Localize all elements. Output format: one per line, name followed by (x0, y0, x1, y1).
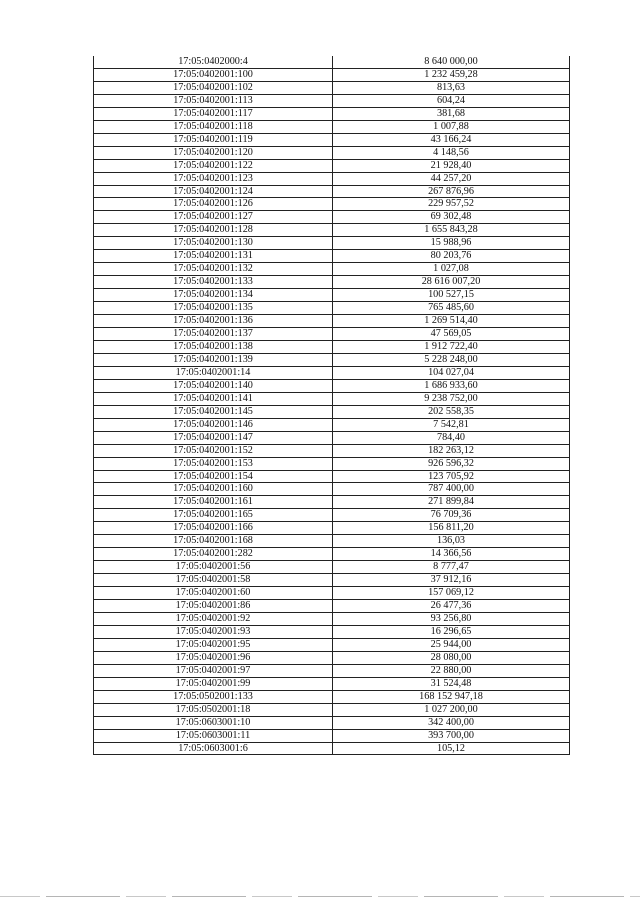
cadastral-number-cell: 17:05:0402001:137 (94, 328, 333, 341)
cadastral-value-cell: 784,40 (333, 431, 570, 444)
cadastral-value-cell: 604,24 (333, 94, 570, 107)
cadastral-number-cell: 17:05:0402001:152 (94, 444, 333, 457)
cadastral-value-cell: 8 777,47 (333, 561, 570, 574)
cadastral-number-cell: 17:05:0402001:160 (94, 483, 333, 496)
cadastral-number-cell: 17:05:0402001:119 (94, 133, 333, 146)
table-row (94, 638, 570, 651)
scan-edge-line (0, 896, 640, 897)
cadastral-value-cell: 926 596,32 (333, 457, 570, 470)
table-row (94, 651, 570, 664)
table-row (94, 237, 570, 250)
table-row (94, 535, 570, 548)
cadastral-value-cell: 26 477,36 (333, 600, 570, 613)
cadastral-number-cell: 17:05:0402001:127 (94, 211, 333, 224)
cadastral-number-cell: 17:05:0402001:147 (94, 431, 333, 444)
cadastral-number-cell: 17:05:0402001:145 (94, 405, 333, 418)
cadastral-value-cell: 93 256,80 (333, 612, 570, 625)
table-row (94, 340, 570, 353)
table-row (94, 250, 570, 263)
cadastral-number-cell: 17:05:0402001:86 (94, 600, 333, 613)
cadastral-value-cell: 1 269 514,40 (333, 315, 570, 328)
cadastral-number-cell: 17:05:0402001:168 (94, 535, 333, 548)
cadastral-value-cell: 342 400,00 (333, 716, 570, 729)
cadastral-number-cell: 17:05:0402001:161 (94, 496, 333, 509)
table-row (94, 677, 570, 690)
cadastral-value-cell: 202 558,35 (333, 405, 570, 418)
cadastral-value-cell: 28 616 007,20 (333, 276, 570, 289)
cadastral-number-cell: 17:05:0402001:100 (94, 68, 333, 81)
cadastral-number-cell: 17:05:0402001:60 (94, 587, 333, 600)
cadastral-value-cell: 381,68 (333, 107, 570, 120)
table-row (94, 146, 570, 159)
cadastral-value-cell: 1 027 200,00 (333, 703, 570, 716)
cadastral-number-cell: 17:05:0402001:154 (94, 470, 333, 483)
table-row (94, 211, 570, 224)
cadastral-value-cell: 69 302,48 (333, 211, 570, 224)
table-row (94, 353, 570, 366)
cadastral-number-cell: 17:05:0402001:99 (94, 677, 333, 690)
cadastral-number-cell: 17:05:0402001:92 (94, 612, 333, 625)
cadastral-number-cell: 17:05:0502001:133 (94, 690, 333, 703)
cadastral-value-cell: 28 080,00 (333, 651, 570, 664)
cadastral-number-cell: 17:05:0603001:10 (94, 716, 333, 729)
cadastral-number-cell: 17:05:0502001:18 (94, 703, 333, 716)
table-row (94, 729, 570, 742)
table-body (94, 56, 570, 755)
cadastral-number-cell: 17:05:0402001:136 (94, 315, 333, 328)
cadastral-number-cell: 17:05:0402001:132 (94, 263, 333, 276)
cadastral-number-cell: 17:05:0402000:4 (94, 56, 333, 68)
table-row (94, 625, 570, 638)
table-row (94, 68, 570, 81)
cadastral-number-cell: 17:05:0402001:165 (94, 509, 333, 522)
cadastral-number-cell: 17:05:0402001:139 (94, 353, 333, 366)
cadastral-number-cell: 17:05:0402001:146 (94, 418, 333, 431)
cadastral-number-cell: 17:05:0603001:11 (94, 729, 333, 742)
table-row (94, 587, 570, 600)
cadastral-value-cell: 25 944,00 (333, 638, 570, 651)
table-row (94, 302, 570, 315)
table-row (94, 716, 570, 729)
cadastral-value-cell: 1 027,08 (333, 263, 570, 276)
table-row (94, 289, 570, 302)
cadastral-number-cell: 17:05:0402001:118 (94, 120, 333, 133)
cadastral-value-cell: 1 232 459,28 (333, 68, 570, 81)
table-row (94, 198, 570, 211)
cadastral-number-cell: 17:05:0402001:102 (94, 81, 333, 94)
cadastral-value-cell: 43 166,24 (333, 133, 570, 146)
cadastral-value-cell: 5 228 248,00 (333, 353, 570, 366)
cadastral-number-cell: 17:05:0402001:128 (94, 224, 333, 237)
cadastral-value-cell: 76 709,36 (333, 509, 570, 522)
cadastral-value-cell: 31 524,48 (333, 677, 570, 690)
table-row (94, 418, 570, 431)
cadastral-value-cell: 37 912,16 (333, 574, 570, 587)
table-row (94, 224, 570, 237)
cadastral-value-cell: 47 569,05 (333, 328, 570, 341)
table-row (94, 315, 570, 328)
cadastral-value-cell: 15 988,96 (333, 237, 570, 250)
cadastral-number-cell: 17:05:0402001:58 (94, 574, 333, 587)
cadastral-number-cell: 17:05:0402001:133 (94, 276, 333, 289)
cadastral-value-cell: 8 640 000,00 (333, 56, 570, 68)
table-row (94, 56, 570, 68)
cadastral-number-cell: 17:05:0402001:131 (94, 250, 333, 263)
cadastral-value-cell: 100 527,15 (333, 289, 570, 302)
cadastral-number-cell: 17:05:0402001:124 (94, 185, 333, 198)
table-row (94, 612, 570, 625)
cadastral-value-cell: 1 686 933,60 (333, 379, 570, 392)
cadastral-number-cell: 17:05:0402001:123 (94, 172, 333, 185)
cadastral-value-cell: 182 263,12 (333, 444, 570, 457)
table-row (94, 379, 570, 392)
table-row (94, 107, 570, 120)
cadastral-number-cell: 17:05:0402001:122 (94, 159, 333, 172)
cadastral-value-cell: 229 957,52 (333, 198, 570, 211)
cadastral-number-cell: 17:05:0402001:141 (94, 392, 333, 405)
cadastral-number-cell: 17:05:0402001:95 (94, 638, 333, 651)
cadastral-number-cell: 17:05:0402001:56 (94, 561, 333, 574)
cadastral-value-cell: 104 027,04 (333, 366, 570, 379)
table-row (94, 703, 570, 716)
cadastral-value-cell: 267 876,96 (333, 185, 570, 198)
table-row (94, 522, 570, 535)
cadastral-value-cell: 1 655 843,28 (333, 224, 570, 237)
cadastral-number-cell: 17:05:0402001:166 (94, 522, 333, 535)
cadastral-value-cell: 80 203,76 (333, 250, 570, 263)
cadastral-value-cell: 271 899,84 (333, 496, 570, 509)
table-row (94, 392, 570, 405)
cadastral-number-cell: 17:05:0402001:138 (94, 340, 333, 353)
cadastral-number-cell: 17:05:0402001:93 (94, 625, 333, 638)
cadastral-number-cell: 17:05:0402001:134 (94, 289, 333, 302)
cadastral-number-cell: 17:05:0402001:14 (94, 366, 333, 379)
cadastral-number-cell: 17:05:0402001:97 (94, 664, 333, 677)
cadastral-value-cell: 105,12 (333, 742, 570, 755)
table-row (94, 509, 570, 522)
cadastral-value-cell: 4 148,56 (333, 146, 570, 159)
table-row (94, 94, 570, 107)
table-row (94, 276, 570, 289)
cadastral-number-cell: 17:05:0603001:6 (94, 742, 333, 755)
table-row (94, 561, 570, 574)
table-row (94, 159, 570, 172)
cadastral-value-cell: 393 700,00 (333, 729, 570, 742)
table-row (94, 81, 570, 94)
cadastral-value-cell: 1 007,88 (333, 120, 570, 133)
cadastral-value-cell: 156 811,20 (333, 522, 570, 535)
cadastral-number-cell: 17:05:0402001:140 (94, 379, 333, 392)
cadastral-value-cell: 136,03 (333, 535, 570, 548)
table-row (94, 483, 570, 496)
cadastral-number-cell: 17:05:0402001:135 (94, 302, 333, 315)
table-row (94, 185, 570, 198)
cadastral-value-cell: 44 257,20 (333, 172, 570, 185)
table-row (94, 574, 570, 587)
table-row (94, 742, 570, 755)
cadastral-value-cell: 9 238 752,00 (333, 392, 570, 405)
cadastral-value-table (93, 56, 570, 755)
cadastral-value-cell: 157 069,12 (333, 587, 570, 600)
cadastral-value-cell: 22 880,00 (333, 664, 570, 677)
table-row (94, 444, 570, 457)
cadastral-value-cell: 787 400,00 (333, 483, 570, 496)
table-row (94, 690, 570, 703)
table-row (94, 496, 570, 509)
cadastral-number-cell: 17:05:0402001:153 (94, 457, 333, 470)
table-row (94, 664, 570, 677)
table-row (94, 328, 570, 341)
cadastral-value-cell: 813,63 (333, 81, 570, 94)
table-row (94, 120, 570, 133)
table-row (94, 470, 570, 483)
cadastral-value-cell: 7 542,81 (333, 418, 570, 431)
cadastral-number-cell: 17:05:0402001:96 (94, 651, 333, 664)
cadastral-value-cell: 21 928,40 (333, 159, 570, 172)
cadastral-number-cell: 17:05:0402001:113 (94, 94, 333, 107)
cadastral-value-cell: 14 366,56 (333, 548, 570, 561)
table-row (94, 366, 570, 379)
cadastral-number-cell: 17:05:0402001:120 (94, 146, 333, 159)
cadastral-number-cell: 17:05:0402001:130 (94, 237, 333, 250)
table-row (94, 263, 570, 276)
table-row (94, 457, 570, 470)
cadastral-number-cell: 17:05:0402001:117 (94, 107, 333, 120)
cadastral-number-cell: 17:05:0402001:282 (94, 548, 333, 561)
table-row (94, 431, 570, 444)
cadastral-value-cell: 16 296,65 (333, 625, 570, 638)
cadastral-value-cell: 168 152 947,18 (333, 690, 570, 703)
cadastral-number-cell: 17:05:0402001:126 (94, 198, 333, 211)
table-row (94, 548, 570, 561)
table-row (94, 405, 570, 418)
table-row (94, 133, 570, 146)
table-row (94, 600, 570, 613)
cadastral-value-cell: 1 912 722,40 (333, 340, 570, 353)
cadastral-value-cell: 123 705,92 (333, 470, 570, 483)
cadastral-value-cell: 765 485,60 (333, 302, 570, 315)
table-row (94, 172, 570, 185)
